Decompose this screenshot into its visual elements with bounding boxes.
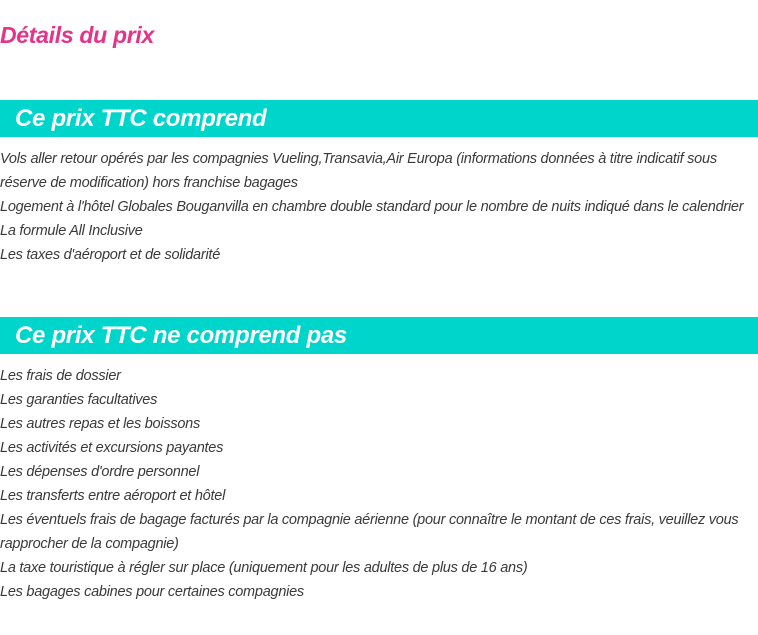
includes-item: La formule All Inclusive xyxy=(0,223,143,239)
excludes-item: La taxe touristique à régler sur place (uniquement pour les adultes de plus de 16 ans) xyxy=(0,560,528,576)
excludes-item: Les éventuels frais de bagage facturés par la compagnie aérienne (pour connaître le montant de ces frais, veuillez vous rapprocher de la compagnie) xyxy=(0,512,739,552)
page-title: Détails du prix xyxy=(0,22,154,48)
includes-item: Vols aller retour opérés par les compagnies Vueling,Transavia,Air Europa (informations données à titre indicatif sous réserve de modification) hors franchise bagages xyxy=(0,151,717,191)
includes-item: Logement à l'hôtel Globales Bouganvilla en chambre double standard pour le nombre de nuits indiqué dans le calendrier xyxy=(0,199,744,215)
excludes-heading: Ce prix TTC ne comprend pas xyxy=(0,317,758,354)
excludes-item: Les frais de dossier xyxy=(0,368,121,384)
excludes-item: Les dépenses d'ordre personnel xyxy=(0,464,200,480)
excludes-item: Les activités et excursions payantes xyxy=(0,440,224,456)
includes-heading: Ce prix TTC comprend xyxy=(0,100,758,137)
includes-list xyxy=(0,147,758,267)
excludes-list xyxy=(0,364,758,604)
excludes-item: Les autres repas et les boissons xyxy=(0,416,200,432)
excludes-item: Les transferts entre aéroport et hôtel xyxy=(0,488,226,504)
excludes-item: Les garanties facultatives xyxy=(0,392,158,408)
excludes-item: Les bagages cabines pour certaines compagnies xyxy=(0,584,304,600)
includes-item: Les taxes d'aéroport et de solidarité xyxy=(0,247,221,263)
